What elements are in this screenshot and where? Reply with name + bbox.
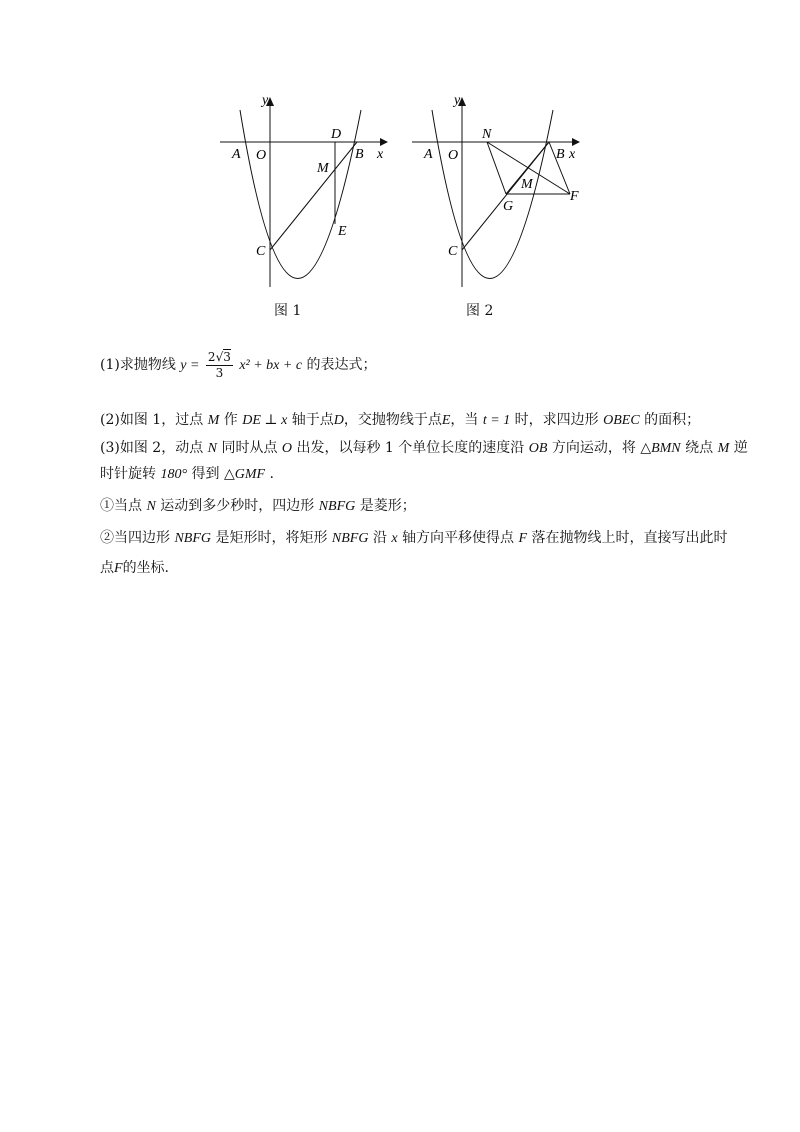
q1-fraction: $\frac{2√3}{3}$ xyxy=(207,349,231,380)
label-C: C xyxy=(256,244,266,259)
label-G: G xyxy=(503,199,514,214)
label-E: E xyxy=(338,224,347,239)
sub2-nbfg-2: NBFG xyxy=(331,531,369,546)
sub2-text-7: 的坐标. xyxy=(122,560,170,576)
q2-text-6: 时，求四边形 xyxy=(514,412,599,428)
figure-2-diagram xyxy=(402,92,592,292)
sub2-point-f-2: F xyxy=(114,561,123,576)
label-x: x xyxy=(569,147,576,162)
x-axis-arrow xyxy=(572,138,580,146)
q2-point-d: D xyxy=(333,413,344,428)
q3-point-n: N xyxy=(207,441,217,456)
label-y: y xyxy=(262,93,269,108)
q2-point-e: E xyxy=(441,413,451,428)
sub2-x: x xyxy=(391,531,398,546)
sub-question-2-line-2 xyxy=(100,558,169,579)
q1-prefix: (1)求抛物线 xyxy=(100,357,176,373)
question-2 xyxy=(100,410,700,431)
q3-text-5: 绕点 xyxy=(685,440,714,456)
q3-text-6: 逆 xyxy=(733,440,748,456)
label-B: B xyxy=(556,147,565,162)
label-M: M xyxy=(317,161,329,176)
sub2-text-3: 沿 xyxy=(372,530,387,546)
sub2-text-6: 点 xyxy=(100,560,114,576)
question-3-line-1 xyxy=(100,438,748,459)
label-F: F xyxy=(570,189,579,204)
q3-point-o: O xyxy=(281,441,293,456)
label-C: C xyxy=(448,244,458,259)
sub2-text-5: 落在抛物线上时，直接写出此时 xyxy=(531,530,728,546)
q3-ob: OB xyxy=(528,441,548,456)
q3-text-8: 得到 xyxy=(191,466,220,482)
sub2-text-1: ②当四边形 xyxy=(100,530,170,546)
q3-text-9: . xyxy=(269,466,274,482)
sub-question-2-line-1 xyxy=(100,528,728,549)
q2-t-eq: t = 1 xyxy=(482,413,511,428)
q3-text-3: 出发，以每秒 1 个单位长度的速度沿 xyxy=(296,440,525,456)
q3-gmf: △GMF xyxy=(223,467,266,482)
figure-2-caption: 图 2 xyxy=(466,303,494,319)
q1-num-root: 3 xyxy=(223,349,231,364)
question-1 xyxy=(100,346,377,385)
q2-point-m: M xyxy=(207,413,220,428)
label-N: N xyxy=(482,127,492,142)
q3-text-1: (3)如图 2，动点 xyxy=(100,440,204,456)
q2-text-7: 的面积； xyxy=(644,412,701,428)
sub2-text-2: 是矩形时，将矩形 xyxy=(215,530,328,546)
q1-den: 3 xyxy=(215,365,224,380)
label-B: B xyxy=(355,147,364,162)
q3-degrees: 180° xyxy=(160,467,188,482)
figure-1-caption: 图 1 xyxy=(274,303,302,319)
label-A: A xyxy=(232,147,241,162)
x-axis-arrow xyxy=(380,138,388,146)
label-D: D xyxy=(331,127,342,142)
label-O: O xyxy=(256,148,267,163)
sub1-point-n: N xyxy=(146,499,156,514)
q1-y-eq: y = xyxy=(180,358,200,373)
q1-num-coef: 2 xyxy=(207,349,216,364)
q2-obec: OBEC xyxy=(603,413,640,428)
sub2-point-f: F xyxy=(518,531,528,546)
label-M: M xyxy=(521,177,533,192)
segment-gn xyxy=(487,142,506,194)
q2-de-perp: DE ⊥ x xyxy=(242,413,288,428)
sub2-nbfg: NBFG xyxy=(174,531,212,546)
q3-point-m: M xyxy=(717,441,730,456)
q2-text-4: ，交抛物线于点 xyxy=(343,412,442,428)
figure-2 xyxy=(402,92,592,292)
question-3-line-2 xyxy=(100,464,274,485)
label-x: x xyxy=(377,147,384,162)
q3-bmn: △BMN xyxy=(640,441,681,456)
q3-text-7: 时针旋转 xyxy=(100,466,156,482)
q3-text-2: 同时从点 xyxy=(221,440,278,456)
label-A: A xyxy=(424,147,433,162)
q2-text-1: (2)如图 1，过点 xyxy=(100,412,204,428)
q2-text-3: 轴于点 xyxy=(291,412,334,428)
label-O: O xyxy=(448,148,459,163)
sub1-text-3: 是菱形； xyxy=(359,498,416,514)
figure-1-diagram xyxy=(210,92,390,292)
sub1-text-1: ①当点 xyxy=(100,498,142,514)
q2-text-2: 作 xyxy=(223,412,238,428)
sub1-nbfg: NBFG xyxy=(318,499,356,514)
sub1-text-2: 运动到多少秒时，四边形 xyxy=(160,498,315,514)
sub2-text-4: 轴方向平移使得点 xyxy=(402,530,515,546)
q2-text-5: ，当 xyxy=(450,412,479,428)
q1-suffix: 的表达式； xyxy=(306,357,377,373)
sub-question-1 xyxy=(100,496,416,517)
q3-text-4: 方向运动，将 xyxy=(551,440,636,456)
label-y: y xyxy=(454,93,461,108)
figure-1 xyxy=(210,92,390,292)
q1-tail: x² + bx + c xyxy=(239,358,303,373)
